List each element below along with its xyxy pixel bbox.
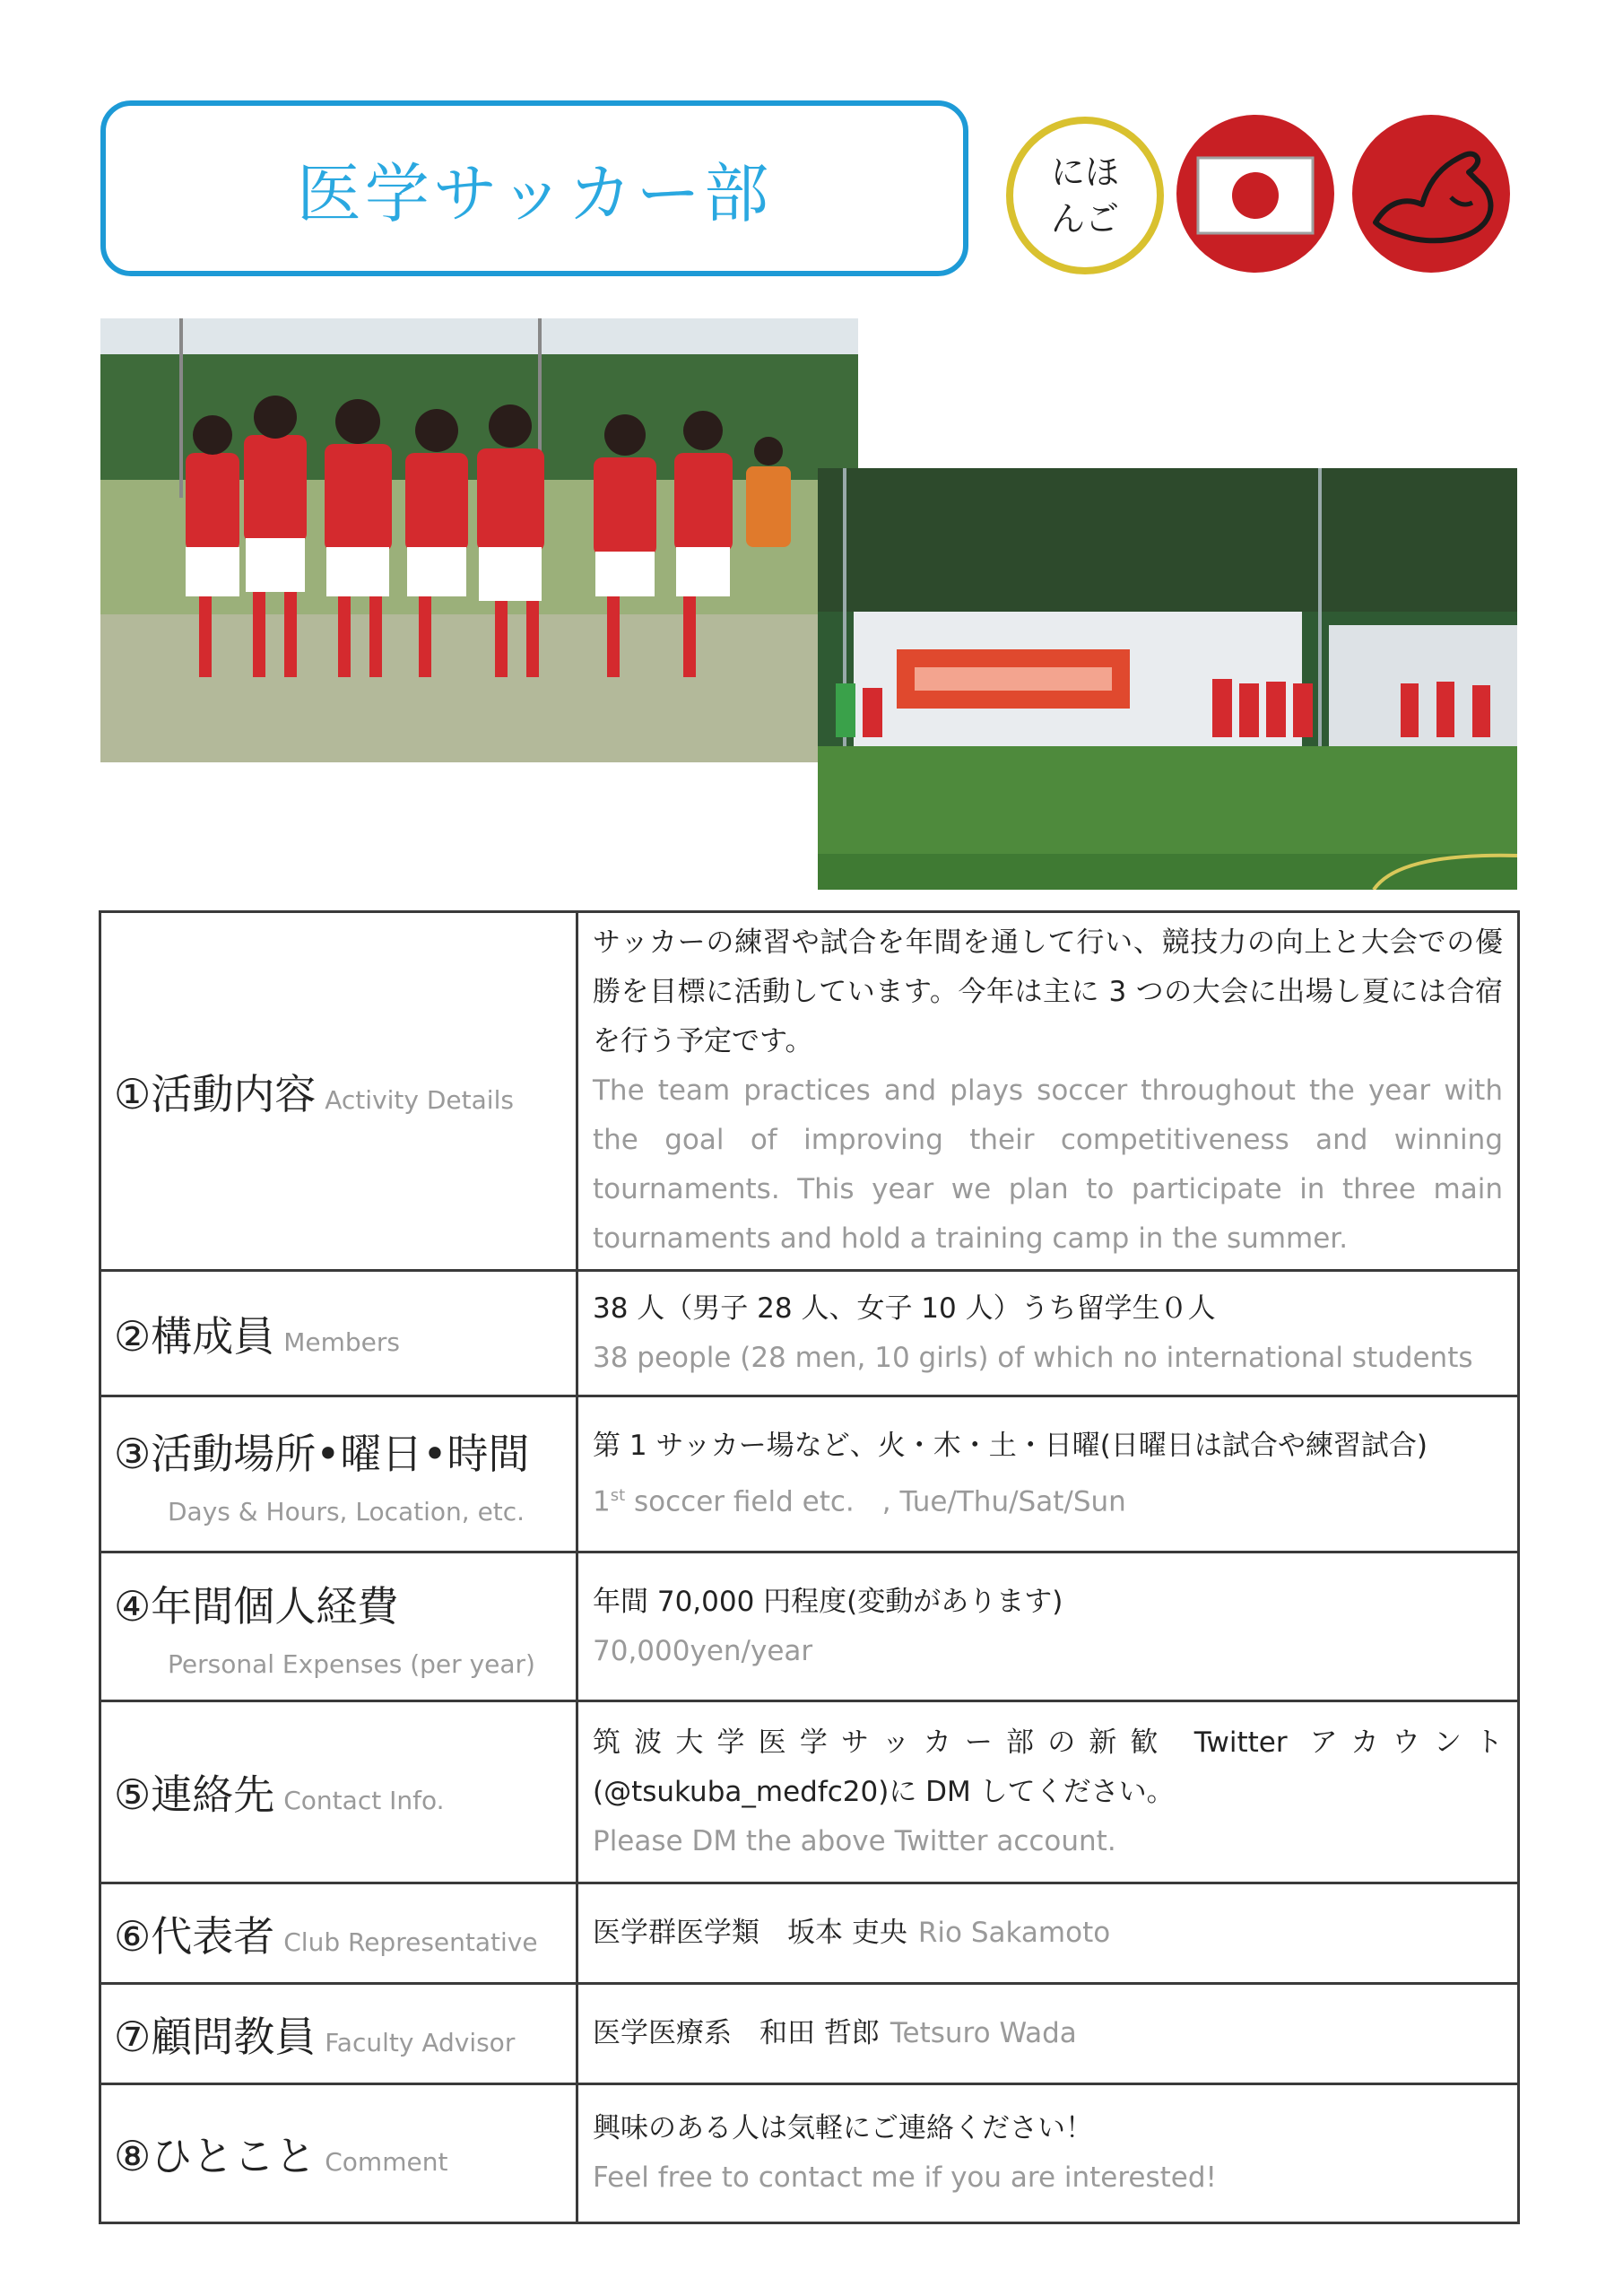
label-cell (100, 1984, 577, 2084)
table-row (100, 1883, 1519, 1984)
label-en: Faculty Advisor (325, 2027, 516, 2057)
content-en: Tetsuro Wada (890, 2017, 1077, 2049)
team-huddle-photo (100, 318, 858, 762)
label-cell (100, 1396, 577, 1552)
label-ja: ⑦顧問教員 (114, 2012, 317, 2061)
field-banner-photo (818, 468, 1517, 890)
table-row (100, 1396, 1519, 1552)
label-en: Activity Details (325, 1084, 514, 1115)
label-en: Personal Expenses (per year) (168, 1649, 535, 1679)
japan-flag-icon (1176, 115, 1334, 273)
label-cell (100, 1552, 577, 1701)
content-cell (577, 1883, 1519, 1984)
label-ja: ③活動場所•曜日•時間 (114, 1430, 530, 1478)
content-ja: 38 人（男子 28 人、女子 10 人）うち留学生０人 (593, 1292, 1216, 1325)
content-cell (577, 2084, 1519, 2223)
content-ja: 筑波大学医学サッカー部の新歓 Twitter アカウント (@tsukuba_medfc20)に DM してください。 (593, 1726, 1503, 1808)
content-ja: 興味のある人は気軽にご連絡ください！ (593, 2112, 1093, 2144)
content-cell (577, 912, 1519, 1271)
content-en: 70,000yen/year (593, 1634, 813, 1667)
content-cell (577, 1396, 1519, 1552)
content-en: Please DM the above Twitter account. (593, 1824, 1116, 1857)
label-cell (100, 1271, 577, 1396)
label-cell (100, 2084, 577, 2223)
table-row (100, 912, 1519, 1271)
content-cell (577, 1552, 1519, 1701)
language-badge (1006, 117, 1164, 274)
label-cell (100, 1701, 577, 1883)
content-cell (577, 1271, 1519, 1396)
content-ja: 年間 70,000 円程度(変動があります) (593, 1585, 1063, 1618)
table-row (100, 1701, 1519, 1883)
content-cell (577, 1701, 1519, 1883)
label-en: Days & Hours, Location, etc. (168, 1497, 525, 1526)
table-row (100, 1271, 1519, 1396)
content-ja: 医学群医学類 坂本 吏央 (593, 1917, 907, 1949)
language-badge-label: にほんご (1050, 152, 1119, 239)
page-title: 医学サッカー部 (296, 156, 773, 231)
content-en: Rio Sakamoto (917, 1917, 1111, 1949)
content-en: Feel free to contact me if you are interested! (593, 2161, 1217, 2194)
label-ja: ①活動内容 (114, 1069, 317, 1118)
club-info-table (99, 910, 1520, 2224)
content-ja: サッカーの練習や試合を年間を通して行い、競技力の向上と大会での優勝を目標に活動しています。今年は主に 3 つの大会に出場し夏には合宿を行う予定です。 (593, 926, 1503, 1057)
content-ja: 第 1 サッカー場など、火・木・土・日曜(日曜日は試合や練習試合) (593, 1429, 1428, 1462)
content-cell (577, 1984, 1519, 2084)
flexed-arm-icon (1352, 115, 1510, 273)
label-en: Contact Info. (283, 1786, 445, 1815)
content-en: 38 people (28 men, 10 girls) of which no international students (593, 1341, 1473, 1374)
content-ja: 医学医療系 和田 哲郎 (593, 2017, 880, 2049)
label-ja: ④年間個人経費 (114, 1582, 399, 1631)
content-en: The team practices and plays soccer throughout the year with the goal of improving their competitiveness and winning tournaments. This year we plan to participate in three main tournaments and hold a training camp in the summer. (593, 1074, 1503, 1255)
content-en (593, 1471, 1503, 1526)
label-ja: ⑥代表者 (114, 1911, 275, 1961)
label-ja: ⑧ひとこと (114, 2132, 317, 2180)
label-ja: ⑤連絡先 (114, 1770, 275, 1819)
label-en: Club Representative (283, 1926, 538, 1957)
label-en: Members (283, 1326, 401, 1357)
title-box (100, 100, 968, 276)
table-row (100, 2084, 1519, 2223)
label-en: Comment (325, 2147, 448, 2177)
content-en-post: soccer field etc. , Tue/Thu/Sat/Sun (625, 1485, 1126, 1518)
label-cell (100, 1883, 577, 1984)
table-row (100, 1984, 1519, 2084)
content-en-pre: 1 (593, 1485, 611, 1518)
label-ja: ②構成員 (114, 1311, 275, 1361)
content-en-sup: st (610, 1485, 626, 1505)
table-row (100, 1552, 1519, 1701)
label-cell (100, 912, 577, 1271)
